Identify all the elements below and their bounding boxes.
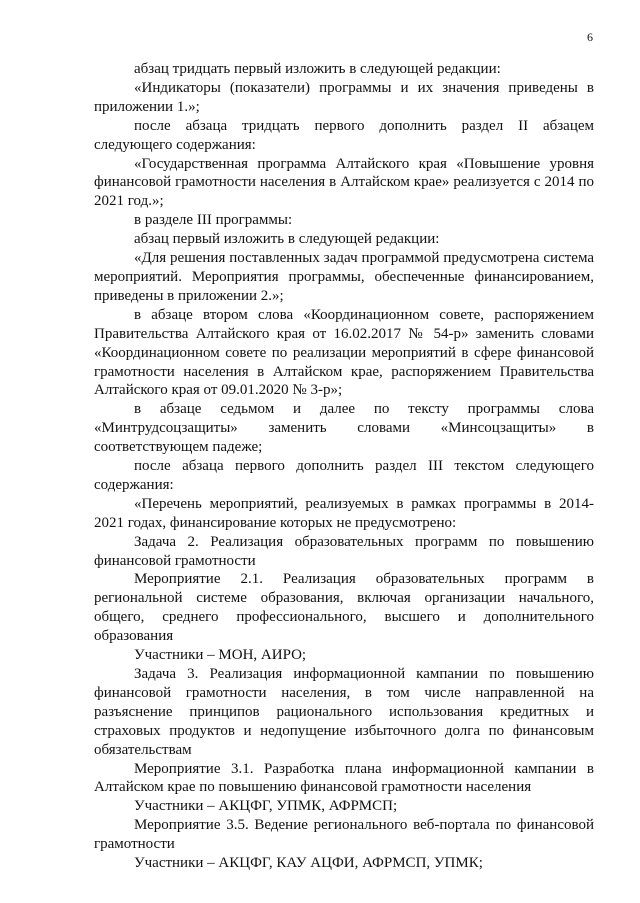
paragraph: «Перечень мероприятий, реализуемых в рамках программы в 2014-2021 годах, финансирование которых не предусмотрено: <box>94 495 594 531</box>
paragraph: после абзаца тридцать первого дополнить раздел II абзацем следующего содержания: <box>94 117 594 153</box>
paragraph: Участники – АКЦФГ, УПМК, АФРМСП; <box>134 798 398 815</box>
paragraph: «Государственная программа Алтайского края «Повышение уровня финансовой грамотности населения в Алтайском крае» реализуется с 2014 по 2021 год.»; <box>94 155 594 210</box>
paragraph: в абзаце втором слова «Координационном совете, распоряжением Правительства Алтайского края от 16.02.2017 № 54-р» заменить словами «Координационном совете по реализации мероприятий в сфере финансовой грамотности населения в Алтайском крае, распоряжением Правительства Алтайского края от 09.01.2020 № 3-р»; <box>94 306 594 399</box>
paragraph: Мероприятие 3.1. Разработка плана информационной кампании в Алтайском крае по повышению финансовой грамотности населения <box>94 760 594 796</box>
paragraph: Задача 2. Реализация образовательных программ по повышению финансовой грамотности <box>94 533 594 569</box>
paragraph: Мероприятие 3.5. Ведение регионального веб-портала по финансовой грамотности <box>94 817 594 853</box>
paragraph: Участники – АКЦФГ, КАУ АЦФИ, АФРМСП, УПМК; <box>134 855 483 872</box>
paragraph: Участники – МОН, АИРО; <box>134 647 307 664</box>
paragraph: абзац тридцать первый изложить в следующей редакции: <box>134 61 501 77</box>
paragraph: после абзаца первого дополнить раздел III текстом следующего содержания: <box>94 458 594 493</box>
paragraph: Мероприятие 2.1. Реализация образовательных программ в региональной системе образования, включая организации начального, общего, среднего профессионального, высшего и дополнительного образования <box>94 571 594 645</box>
paragraph: «Индикаторы (показатели) программы и их значения приведены в приложении 1.»; <box>94 79 594 115</box>
paragraph: Задача 3. Реализация информационной кампании по повышению финансовой грамотности населения, в том числе направленной на разъяснение принципов рационального использования кредитных и страховых продуктов и недопущение избыточного долга по финансовым обязательствам <box>94 666 594 758</box>
document-body <box>94 60 594 873</box>
paragraph: «Для решения поставленных задач программой предусмотрена система мероприятий. Мероприятия программы, обеспеченные финансированием, приведены в приложении 2.»; <box>94 250 594 304</box>
page-number: 6 <box>587 30 593 44</box>
paragraph: в абзаце седьмом и далее по тексту программы слова «Минтрудсоцзащиты» заменить словами «Минсоцзащиты» в соответствующем падеже; <box>94 401 594 456</box>
paragraph: абзац первый изложить в следующей редакции: <box>134 231 440 248</box>
paragraph: в разделе III программы: <box>134 212 293 229</box>
